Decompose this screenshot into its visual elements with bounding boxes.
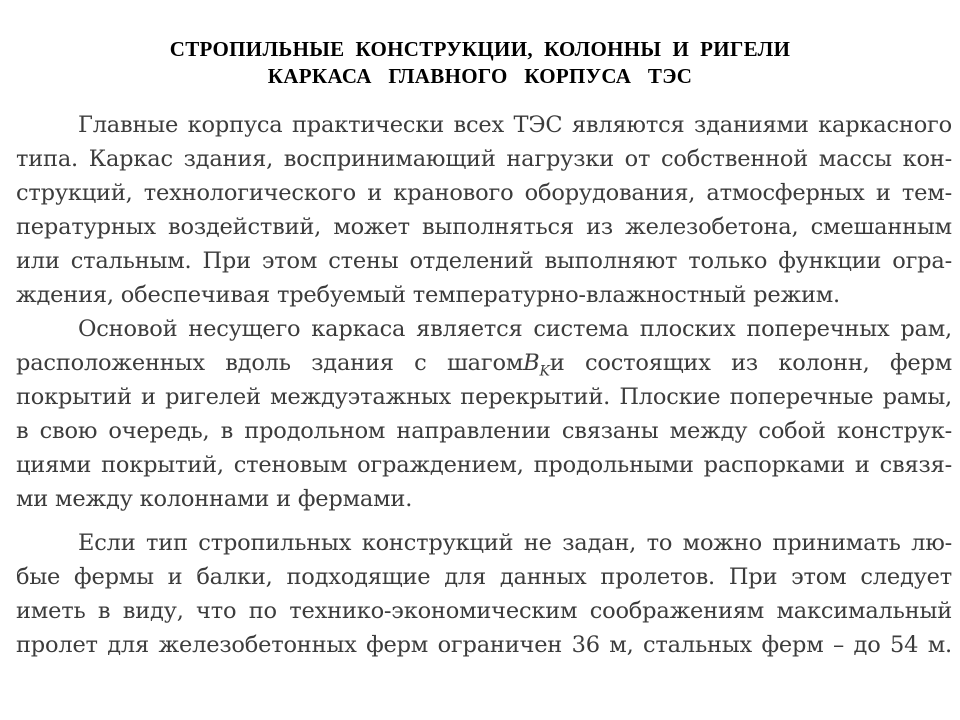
text-line: или стальным. При этом стены отделений выполняют только функции огра-	[16, 248, 952, 274]
text-line: Главные корпуса практически всех ТЭС являются зданиями каркасного	[78, 112, 952, 138]
text-line: струкций, технологического и кранового оборудования, атмосферных и тем-	[16, 180, 952, 206]
text-line-with-symbol	[16, 346, 952, 380]
title-line-2: КАРКАСА ГЛАВНОГО КОРПУСА ТЭС	[267, 64, 693, 88]
text-line: ждения, обеспечивая требуемый температурно-влажностный режим.	[16, 282, 841, 308]
title-line-1: СТРОПИЛЬНЫЕ КОНСТРУКЦИИ, КОЛОННЫ И РИГЕЛИ	[169, 37, 791, 61]
paragraph-3	[16, 526, 952, 662]
paragraph-1	[16, 108, 952, 312]
text-line: Основой несущего каркаса является система плоских поперечных рам,	[78, 316, 952, 342]
text-line: пературных воздействий, может выполняться из железобетона, смешанным	[16, 214, 952, 240]
text-line: Если тип стропильных конструкций не задан, то можно принимать лю-	[78, 530, 952, 556]
text-line: пролет для железобетонных ферм ограничен 36 м, стальных ферм – до 54 м.	[16, 632, 952, 658]
text-line: покрытий и ригелей междуэтажных перекрытий. Плоские поперечные рамы,	[16, 384, 952, 410]
slide-title	[0, 36, 960, 90]
symbol-base: B	[523, 350, 540, 376]
symbol-subscript: K	[539, 363, 550, 380]
text-segment: и состоящих из колонн, ферм	[549, 350, 952, 376]
paragraph-gap	[16, 516, 952, 526]
text-line: типа. Каркас здания, воспринимающий нагрузки от собственной массы кон-	[16, 146, 952, 172]
text-line: циями покрытий, стеновым ограждением, продольными распорками и связя-	[16, 452, 952, 478]
paragraph-2	[16, 312, 952, 516]
text-line: иметь в виду, что по технико-экономическим соображениям максимальный	[16, 598, 952, 624]
text-segment: расположенных вдоль здания с шагом	[16, 350, 524, 376]
text-line: в свою очередь, в продольном направлении связаны между собой конструк-	[16, 418, 952, 444]
text-line: ми между колоннами и фермами.	[16, 486, 413, 512]
step-symbol	[523, 350, 550, 380]
text-line: бые фермы и балки, подходящие для данных пролетов. При этом следует	[16, 564, 952, 590]
scanned-text-block	[16, 108, 952, 662]
